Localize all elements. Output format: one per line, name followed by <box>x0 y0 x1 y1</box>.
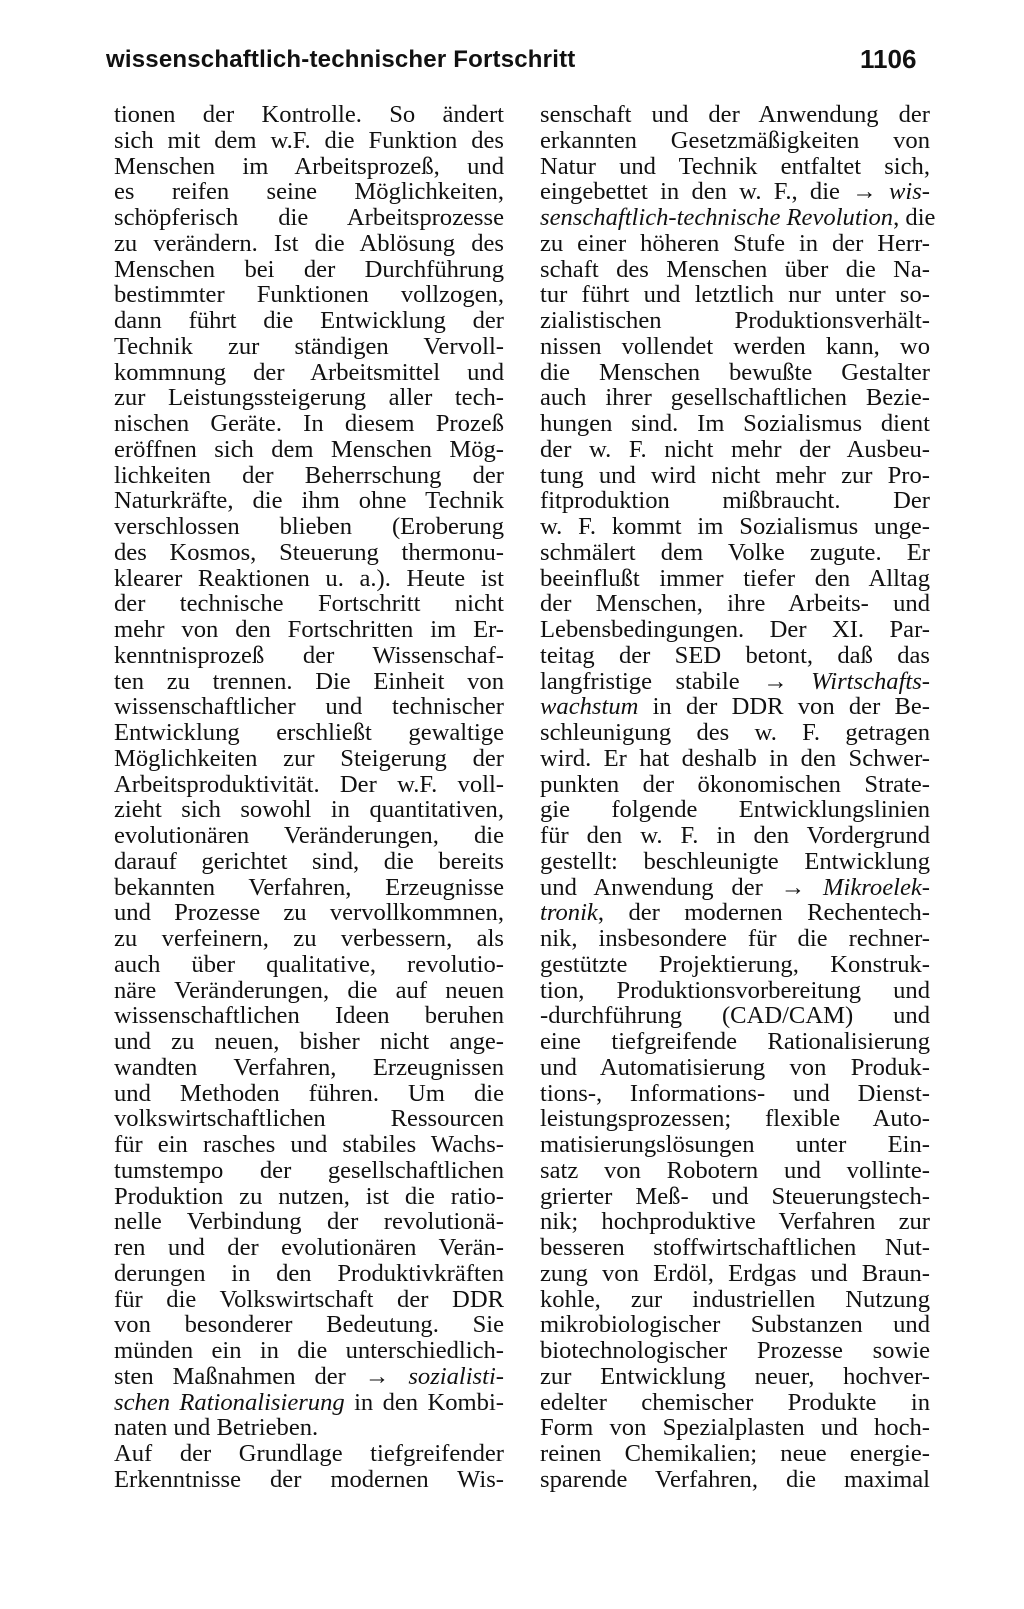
text-segment: langfristige stabile → <box>540 667 812 695</box>
text-line: eine tiefgreifende Rationalisierung <box>540 1028 930 1055</box>
text-line: besseren stoffwirtschaftlichen Nut- <box>540 1234 930 1261</box>
text-line: tions-, Informations- und Dienst- <box>540 1079 930 1107</box>
text-line: schaft des Menschen über die Na- <box>540 255 930 283</box>
text-line: zung von Erdöl, Erdgas und Braun- <box>540 1259 930 1287</box>
text-line: nissen vollendet werden kann, wo <box>540 332 930 360</box>
text-line: hungen sind. Im Sozialismus dient <box>540 410 930 437</box>
text-line: der Menschen, ihre Arbeits- und <box>540 590 930 618</box>
text-line: sich mit dem w.F. die Funktion des <box>114 126 504 154</box>
text-line: darauf gerichtet sind, die bereits <box>114 847 504 875</box>
text-line: nik; hochproduktive Verfahren zur <box>540 1208 930 1236</box>
text-line: matisierungslösungen unter Ein- <box>540 1131 930 1158</box>
text-line: Technik zur ständigen Vervoll- <box>114 332 504 360</box>
text-line: -durchführung (CAD/CAM) und <box>540 1002 930 1030</box>
text-column-right <box>540 101 936 1493</box>
text-line: sparende Verfahren, die maximal <box>540 1465 930 1493</box>
cross-reference-term: wis- <box>889 178 930 206</box>
text-segment: sten Maßnahmen der → <box>114 1362 409 1390</box>
text-line: grierter Meß- und Steuerungstech- <box>540 1182 930 1210</box>
text-line: und zu neuen, bisher nicht ange- <box>114 1028 504 1055</box>
cross-reference-term: sozialisti- <box>408 1362 504 1390</box>
text-line: schöpferisch die Arbeitsprozesse <box>114 204 504 231</box>
text-line: wissenschaftlichen Ideen beruhen <box>114 1002 504 1030</box>
text-line: nelle Verbindung der revolutionä- <box>114 1208 504 1236</box>
text-line: nik, insbesondere für die rechner- <box>540 925 930 952</box>
cross-reference-term: schen Rationalisierung <box>114 1388 345 1416</box>
cross-reference-term: tronik <box>540 899 598 927</box>
text-line: Arbeitsproduktivität. Der w.F. voll- <box>114 770 504 798</box>
text-line: auch ihrer gesellschaftlichen Bezie- <box>540 384 930 412</box>
text-line: punkten der ökonomischen Strate- <box>540 770 930 798</box>
text-line <box>540 694 930 720</box>
text-line: auch über qualitative, revolutio- <box>114 950 504 978</box>
text-line: satz von Robotern und vollinte- <box>540 1156 930 1184</box>
text-line <box>540 669 930 695</box>
text-line: des Kosmos, Steuerung thermonu- <box>114 538 504 566</box>
text-line: derungen in den Produktivkräften <box>114 1259 504 1287</box>
text-line: zur Leistungssteigerung aller tech- <box>114 384 504 412</box>
text-line: Form von Spezialplasten und hoch- <box>540 1414 930 1442</box>
text-line: für die Volkswirtschaft der DDR <box>114 1285 504 1313</box>
text-line: fitproduktion mißbraucht. Der <box>540 487 930 515</box>
text-line: Menschen im Arbeitsprozeß, und <box>114 152 504 180</box>
text-line: münden ein in die unterschiedlich- <box>114 1337 504 1364</box>
text-line: reinen Chemikalien; neue energie- <box>540 1440 930 1467</box>
text-line: wird. Er hat deshalb in den Schwer- <box>540 744 930 772</box>
text-line: Menschen bei der Durchführung <box>114 255 504 283</box>
text-line: beeinflußt immer tiefer den Alltag <box>540 564 930 592</box>
cross-reference-term: senschaftlich-technische Revolution <box>540 204 894 231</box>
text-line: zu einer höheren Stufe in der Herr- <box>540 229 930 257</box>
text-line: zu verändern. Ist die Ablösung des <box>114 229 504 257</box>
text-line: und Prozesse zu vervollkommnen, <box>114 899 504 927</box>
text-line: teitag der SED betont, daß das <box>540 641 930 669</box>
text-line <box>540 179 930 205</box>
text-segment: , der modernen Rechentech- <box>597 899 930 927</box>
text-line: evolutionären Veränderungen, die <box>114 822 504 849</box>
text-line <box>114 1364 504 1390</box>
text-line: ren und der evolutionären Verän- <box>114 1234 504 1261</box>
text-line: verschlossen blieben (Eroberung <box>114 513 504 540</box>
cross-reference-term: Mikroelek- <box>823 873 930 901</box>
running-header-title: wissenschaftlich-technischer Fortschritt <box>106 46 576 73</box>
text-line: lichkeiten der Beherrschung der <box>114 461 504 489</box>
text-line: kohle, zur industriellen Nutzung <box>540 1285 930 1313</box>
text-line: zu verfeinern, zu verbessern, als <box>114 925 504 952</box>
cross-reference-term: Wirtschafts- <box>811 667 930 695</box>
text-line: gestützte Projektierung, Konstruk- <box>540 950 930 978</box>
text-line: bestimmter Funktionen vollzogen, <box>114 281 504 309</box>
text-line: und Automatisierung von Produk- <box>540 1053 930 1081</box>
text-line: Auf der Grundlage tiefgreifender <box>114 1440 504 1467</box>
text-line: klearer Reaktionen u. a.). Heute ist <box>114 564 504 592</box>
text-line: gie folgende Entwicklungslinien <box>540 796 930 824</box>
text-line: erkannten Gesetzmäßigkeiten von <box>540 126 930 154</box>
text-line: gestellt: beschleunigte Entwicklung <box>540 847 930 875</box>
text-line: kenntnisprozeß der Wissenschaf- <box>114 641 504 669</box>
text-segment: , die <box>893 204 936 231</box>
text-line <box>114 1390 504 1416</box>
text-line: Erkenntnisse der modernen Wis- <box>114 1465 504 1493</box>
text-line: kommnung der Arbeitsmittel und <box>114 358 504 386</box>
text-line: die Menschen bewußte Gestalter <box>540 358 930 386</box>
text-line: wissenschaftlicher und technischer <box>114 693 504 721</box>
text-line: zialistischen Produktionsverhält- <box>540 307 930 334</box>
text-line: es reifen seine Möglichkeiten, <box>114 178 504 206</box>
text-line: eröffnen sich dem Menschen Mög- <box>114 435 504 463</box>
text-line: mehr von den Fortschritten im Er- <box>114 616 504 643</box>
text-line: der technische Fortschritt nicht <box>114 590 504 618</box>
text-column-left <box>114 102 504 1493</box>
text-line: schleunigung des w. F. getragen <box>540 719 930 746</box>
text-line: Lebensbedingungen. Der XI. Par- <box>540 616 930 643</box>
text-line: dann führt die Entwicklung der <box>114 307 504 334</box>
text-line: Möglichkeiten zur Steigerung der <box>114 744 504 772</box>
text-line: für den w. F. in den Vordergrund <box>540 822 930 849</box>
text-line: naten und Betrieben. <box>114 1414 319 1442</box>
text-line: näre Veränderungen, die auf neuen <box>114 976 504 1004</box>
text-segment: in der DDR von der Be- <box>638 693 930 721</box>
text-line: leistungsprozessen; flexible Auto- <box>540 1105 930 1133</box>
text-line: zieht sich sowohl in quantitativen, <box>114 796 504 824</box>
text-segment: eingebettet in den w. F., die → <box>540 178 889 206</box>
text-segment: und Anwendung der → <box>540 873 824 901</box>
text-line: senschaft und der Anwendung der <box>540 101 930 128</box>
text-line: biotechnologischer Prozesse sowie <box>540 1337 930 1364</box>
text-line <box>540 875 930 901</box>
text-segment: in den Kombi- <box>344 1388 504 1416</box>
text-line: w. F. kommt im Sozialismus unge- <box>540 513 930 540</box>
text-line: ten zu trennen. Die Einheit von <box>114 667 504 695</box>
text-line: schmälert dem Volke zugute. Er <box>540 538 930 566</box>
text-line: und Methoden führen. Um die <box>114 1079 504 1107</box>
text-line: zur Entwicklung neuer, hochver- <box>540 1362 930 1390</box>
text-line: der w. F. nicht mehr der Ausbeu- <box>540 435 930 463</box>
text-line: von besonderer Bedeutung. Sie <box>114 1311 504 1339</box>
text-line: Naturkräfte, die ihm ohne Technik <box>114 487 504 515</box>
text-line: bekannten Verfahren, Erzeugnisse <box>114 873 504 901</box>
text-line: tung und wird nicht mehr zur Pro- <box>540 461 930 489</box>
cross-reference-term: wachstum <box>540 693 639 721</box>
text-line: mikrobiologischer Substanzen und <box>540 1311 930 1339</box>
text-line: tur führt und letztlich nur unter so- <box>540 281 930 309</box>
text-line: wandten Verfahren, Erzeugnissen <box>114 1053 504 1081</box>
text-line: edelter chemischer Produkte in <box>540 1388 930 1416</box>
text-line: tion, Produktionsvorbereitung und <box>540 976 930 1004</box>
text-line: nischen Geräte. In diesem Prozeß <box>114 410 504 437</box>
text-line: Entwicklung erschließt gewaltige <box>114 719 504 746</box>
text-line: volkswirtschaftlichen Ressourcen <box>114 1105 504 1133</box>
text-line: Produktion zu nutzen, ist die ratio- <box>114 1182 504 1210</box>
text-line: tumstempo der gesellschaftlichen <box>114 1156 504 1184</box>
text-line <box>540 204 936 231</box>
text-line: tionen der Kontrolle. So ändert <box>114 101 504 128</box>
text-line <box>540 900 930 926</box>
text-line: Natur und Technik entfaltet sich, <box>540 152 930 180</box>
text-line: für ein rasches und stabiles Wachs- <box>114 1131 504 1158</box>
page-number: 1106 <box>860 44 917 74</box>
